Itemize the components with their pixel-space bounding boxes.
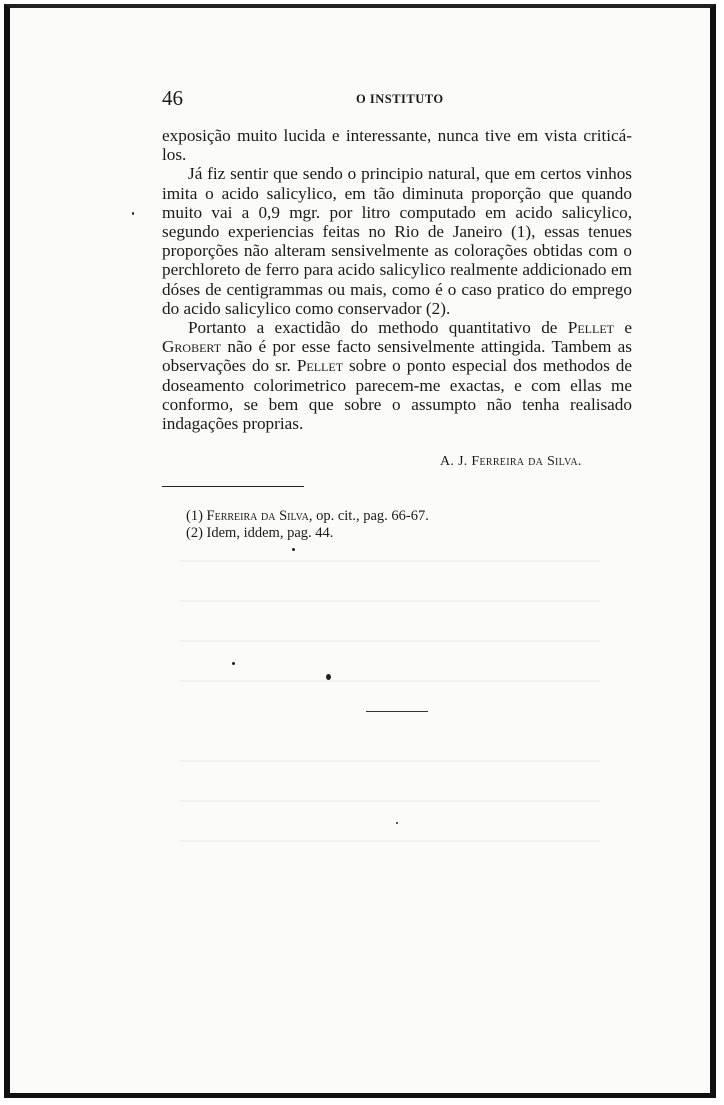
author-name: Pellet — [296, 356, 344, 376]
paragraph: exposição muito lucida e interessante, nunca tive em vista criticá-los. — [162, 126, 632, 165]
bleed-through-line — [180, 560, 600, 562]
paragraph: Já fiz sentir que sendo o principio natural, que em certos vinhos imita o acido salicylico, em tão diminuta proporção que quando muito vai a 0,9 mgr. por litro computado em acido salicylico, segundo experiencias feitas no Rio de Janeiro (1), essas tenues proporções não alteram sensivelmente as colorações obtidas com o perchloreto de ferro para acido salicylico realmente addicionado em dóses de centigrammas ou mais, como é o caso pratico do emprego do acido salicylico como conservador (2). — [162, 164, 632, 318]
signature: A. J. Ferreira da Silva. — [440, 454, 582, 469]
footnote-text: , op. cit., pag. 66-67. — [308, 508, 429, 524]
paragraph-text: e — [614, 318, 632, 338]
footnote — [186, 508, 606, 525]
bleed-through-line — [180, 600, 600, 602]
paragraph-text: não é por esse facto sensivelmente attingida. Tambem as observações do sr. — [162, 337, 632, 376]
footnotes — [186, 508, 606, 542]
running-head — [162, 86, 632, 110]
author-name: Pellet — [567, 318, 615, 338]
bleed-through-line — [180, 840, 600, 842]
ink-speck — [132, 212, 134, 215]
footnote-text: Idem, iddem, pag. 44. — [206, 525, 334, 541]
author-name: Grobert — [162, 337, 222, 357]
section-end-rule — [366, 711, 428, 712]
bleed-through-line — [180, 760, 600, 762]
bleed-through-line — [180, 800, 600, 802]
bleed-through-line — [180, 680, 600, 682]
paragraph — [162, 318, 632, 433]
article-body — [162, 126, 632, 433]
footnote-divider — [162, 486, 304, 487]
bleed-through-line — [180, 640, 600, 642]
paragraph-text: sobre o ponto especial dos methodos de doseamento colorimetrico parecem-me exactas, e com ellas me conformo, se bem que sobre o assumpto não tenha realisado indagações proprias. — [162, 356, 632, 434]
page-number: 46 — [162, 86, 183, 110]
footnote-author: Ferreira da Silva — [206, 508, 309, 524]
footnote-marker: (1) — [186, 508, 203, 524]
paragraph-text: Portanto a exactidão do methodo quantitativo de — [188, 318, 568, 338]
footnote — [186, 525, 606, 542]
ink-speck — [396, 822, 398, 824]
ink-speck — [326, 674, 331, 680]
journal-title: O INSTITUTO — [356, 92, 444, 106]
ink-speck — [292, 548, 295, 551]
footnote-marker: (2) — [186, 525, 203, 541]
ink-speck — [232, 662, 235, 665]
